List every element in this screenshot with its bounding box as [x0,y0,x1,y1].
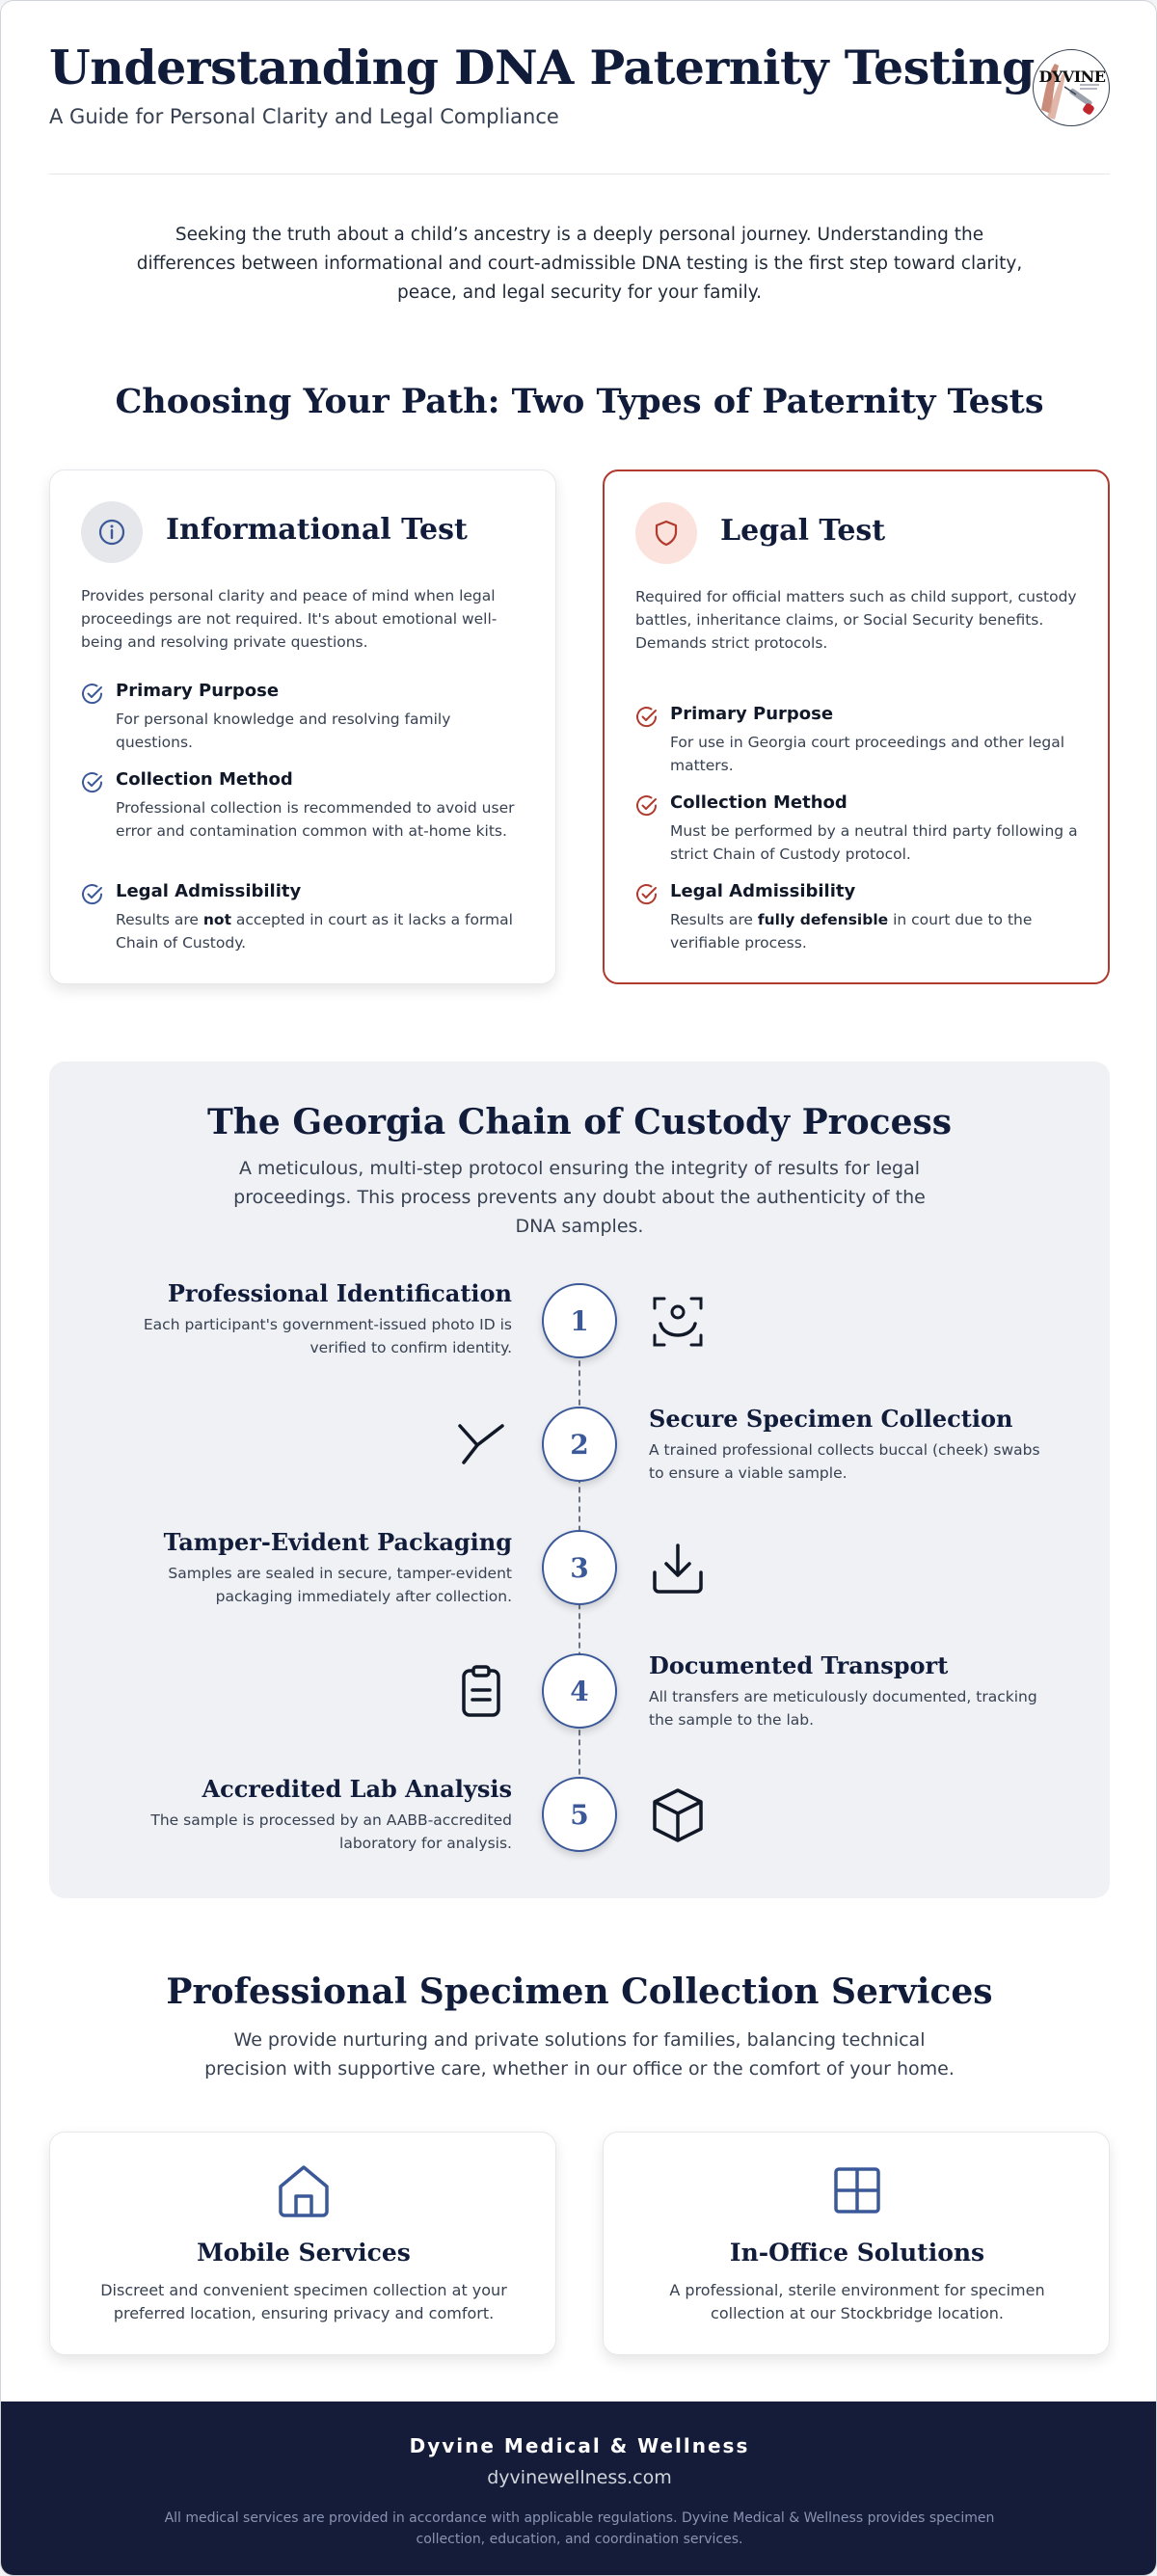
step-number: 1 [542,1283,617,1358]
logo-figure-icon [1034,50,1110,126]
service-title: Mobile Services [197,2239,411,2267]
clipboard-icon [452,1663,510,1721]
step-title: Professional Identification [167,1279,512,1307]
check-circle-icon [81,883,104,906]
info-icon [97,518,126,547]
step-title: Secure Specimen Collection [649,1405,1013,1433]
info-icon-badge [81,501,143,563]
legal-test-title: Legal Test [720,514,886,548]
step-text [649,1405,1054,1485]
step-number: 2 [542,1407,617,1482]
custody-section [49,1061,1110,1898]
step-description: A trained professional collects buccal (cheek) swabs to ensure a viable sample. [649,1441,1040,1482]
page-title: Understanding DNA Paternity Testing [49,40,1035,95]
step-number: 4 [542,1653,617,1729]
download-icon [649,1540,707,1597]
legal-test-card [603,470,1110,984]
feature-title: Collection Method [116,769,293,790]
shield-icon [652,519,681,548]
home-icon [275,2161,333,2219]
feature-title: Collection Method [670,792,848,813]
services-title: Professional Specimen Collection Services [166,1972,993,2012]
intro-text: Seeking the truth about a child’s ancestry is a deeply personal journey. Understanding the differences between informational and court-admissible DNA testing is the first step toward clarity, peace, and legal security for your family. [136,225,1023,303]
feature-description: Results are fully defensible in court due to the verifiable process. [670,911,1033,952]
informational-test-title: Informational Test [166,513,468,547]
check-circle-icon [635,794,659,818]
service-description: A professional, sterile environment for specimen collection at our Stockbridge location. [669,2281,1045,2322]
step-description: Samples are sealed in secure, tamper-evident packaging immediately after collection. [168,1565,512,1605]
feature-description: Professional collection is recommended to avoid user error and contamination common with at-home kits. [116,799,515,840]
step-description: All transfers are meticulously documented, tracking the sample to the lab. [649,1688,1037,1729]
services-subtitle: We provide nurturing and private solutions for families, balancing technical precision with supportive care, whether in our office or the comfort of your home. [204,2029,955,2080]
custody-title: The Georgia Chain of Custody Process [206,1102,953,1142]
check-circle-icon [81,683,104,706]
mobile-services-card [49,2132,556,2355]
step-text [649,1651,1054,1731]
step-text [107,1279,512,1359]
feature-title: Legal Admissibility [116,881,302,901]
feature-description: For personal knowledge and resolving family questions. [116,711,451,751]
feature-description: For use in Georgia court proceedings and other legal matters. [670,734,1065,774]
check-circle-icon [81,771,104,794]
service-description: Discreet and convenient specimen collection at your preferred location, ensuring privacy and comfort. [100,2281,507,2322]
feature-title: Primary Purpose [670,704,834,724]
emphasis-text: fully defensible [757,911,889,928]
emphasis-text: not [202,911,231,928]
feature-description: Results are not accepted in court as it lacks a formal Chain of Custody. [116,911,513,952]
check-circle-icon [635,706,659,729]
service-title: In-Office Solutions [729,2239,985,2267]
custody-subtitle: A meticulous, multi-step protocol ensuring the integrity of results for legal proceedings. This process prevents any doubt about the authenticity of the DNA samples. [233,1158,926,1237]
feature-description: Must be performed by a neutral third party following a strict Chain of Custody protocol. [670,822,1078,863]
step-description: Each participant's government-issued photo ID is verified to confirm identity. [143,1316,512,1356]
footer [1,2402,1157,2576]
step-title: Tamper-Evident Packaging [163,1528,512,1556]
swab-icon [452,1416,510,1474]
step-number: 3 [542,1530,617,1605]
informational-test-card [49,470,556,984]
informational-test-description: Provides personal clarity and peace of mind when legal proceedings are not required. It's about emotional well-being and resolving private questions. [81,587,498,651]
feature-title: Primary Purpose [116,681,280,701]
page-subtitle: A Guide for Personal Clarity and Legal Compliance [49,105,559,128]
step-description: The sample is processed by an AABB-accredited laboratory for analysis. [150,1811,512,1852]
footer-disclaimer: All medical services are provided in accordance with applicable regulations. Dyvine Medical & Wellness provides specimen collection, education, and coordination services. [164,2510,995,2547]
face-scan-icon [649,1293,707,1351]
step-title: Accredited Lab Analysis [202,1775,512,1803]
box-icon [649,1786,707,1844]
shield-icon-badge [635,502,697,564]
step-title: Documented Transport [649,1651,949,1679]
logo-text: DYVINE [1038,67,1106,86]
check-circle-icon [635,883,659,906]
in-office-card [603,2132,1110,2355]
legal-test-description: Required for official matters such as child support, custody battles, inheritance claims, or Social Security benefits. Demands strict protocols. [635,588,1077,652]
header [49,40,1110,174]
footer-company-name: Dyvine Medical & Wellness [409,2434,750,2457]
feature-title: Legal Admissibility [670,881,856,901]
step-text [107,1528,512,1608]
step-text [107,1775,512,1855]
step-number: 5 [542,1777,617,1852]
footer-website-link[interactable]: dyvinewellness.com [487,2467,672,2488]
grid-icon [828,2161,886,2219]
logo [1033,49,1110,126]
tests-section-title: Choosing Your Path: Two Types of Paternity Tests [115,382,1044,421]
